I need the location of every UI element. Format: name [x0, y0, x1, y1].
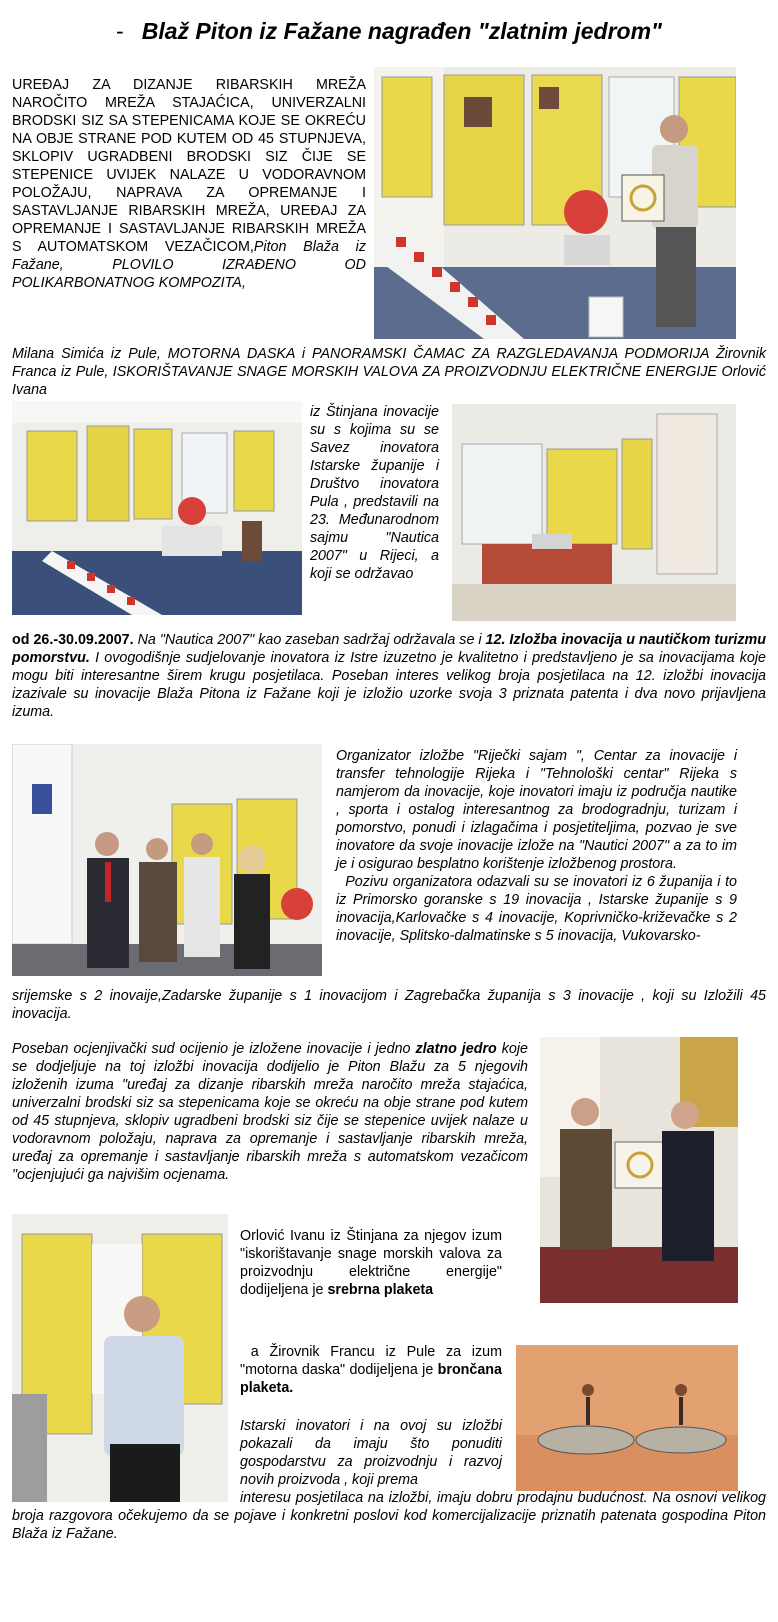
- paragraph-counties: srijemske s 2 inovaije,Zadarske županije s 1 inovacijom i Zagrebačka županija s 3 inovacije , koji su Izložili 45 inovacija.: [12, 988, 766, 1022]
- photo-award-handover: [540, 1037, 738, 1303]
- photo-visitors: [12, 744, 322, 976]
- page-title: [0, 18, 778, 45]
- paragraph-nautica: od 26.-30.09.2007. Na "Nautica 2007" kao zaseban sadržaj održavala se i 12. Izložba inovacija u nautičkom turizmu pomorstvu. I ovogodišnje sudjelovanje inovatora iz Istre izuzetno je kvalitetno i predstavljeno je sa inovacijama koje mogu biti interesantne širem krugu posjetilaca. Poseban interes velikog broja posjetilaca na 12. izložbi inovacija izazivale su inovacije Blaža Pitona iz Fažane koji je izložio uzorke svoja 3 priznata patenta i dva novo prijavljena izuma.: [12, 632, 767, 720]
- photo-booth-overview: [12, 401, 302, 615]
- photo-inventor-portrait: [12, 1214, 228, 1502]
- paragraph-bronze-plaque: a Žirovnik Francu iz Pule za izum "motorna daska" dodijeljena je brončana plaketa.: [240, 1344, 502, 1396]
- paragraph-silver-plaque: Orlović Ivanu iz Štinjana za njegov izum "iskorištavanje snage morskih valova za proizvodnju električne energije" dodijeljena je srebrna plaketa: [240, 1228, 502, 1298]
- paragraph-conclusion: Istarski inovatori i na ovoj su izložbi pokazali da imaju što ponuditi gospodarstvu za proizvodnju i razvoj novih proizvoda , koji prema: [240, 1418, 502, 1488]
- photo-booth-panels: [452, 404, 736, 621]
- paragraph-golden-sail: Poseban ocjenjivački sud ocijenio je izložene inovacije i jedno zlatno jedro koje se dodjeljuje na toj izložbi inovacija dodijelio je Piton Blažu za 5 njegovih izloženih izuma "uređaj za dizanje ribarskih mreža naročito mreža stajaćica, univerzalni brodski siz sa stepenicama koje se okreću na obje strane pod kutem od 45 stupnjeva, sklopiv ugradbeni brodski siz čije se stepenice uvijek nalaze u vodoravnom položaju, naprava za opremanje i sastavljanje ribarskih mreža, uređaj za opremanje i sastavljanje ribarskih mreža s automatskom vezačicom "ocjenjujući ga najvišim ocjenama.: [12, 1041, 528, 1183]
- paragraph-conclusion-end: interesu posjetilaca na izložbi, imaju dobru prodajnu budućnost. Na osnovi velikog broja razgovora očekujemo da se pojave i konkretni poslovi kod komercijalizacije priznatih patenata gospodina Piton Blaža iz Fažane.: [12, 1490, 766, 1542]
- title-text: Blaž Piton iz Fažane nagrađen "zlatnim jedrom": [141, 18, 662, 44]
- title-dash: -: [116, 18, 124, 44]
- intro-middle-column: iz Štinjana inovacije su s kojima su se Savez inovatora Istarske županije i Društvo inovatora Pula , predstavili na 23. Međunarodnom sajmu "Nautica 2007" u Rijeci, a koji se održavao: [310, 404, 439, 582]
- intro-continuation: Milana Simića iz Pule, MOTORNA DASKA i PANORAMSKI ČAMAC ZA RAZGLEDAVANJA PODMORIJA Žirovnik Franca iz Pule, ISKORIŠTAVANJE SNAGE MORSKIH VALOVA ZA PROIZVODNJU ELEKTRIČNE ENERGIJE Orlović Ivana: [12, 346, 766, 398]
- photo-motorboard-sketch: [516, 1345, 738, 1491]
- intro-caps-text: UREĐAJ ZA DIZANJE RIBARSKIH MREŽA NAROČITO MREŽA STAJAĆICA, UNIVERZALNI BRODSKI SIZ SA STEPENICAMA KOJE SE OKREĆU NA OBJE STRANE POD KUTEM OD 45 STUPNJEVA, SKLOPIV UGRADBENI BRODSKI SIZ ČIJE SE STEPENICE UVIJEK NALAZE U VODORAVNOM POLOŽAJU, NAPRAVA ZA OPREMANJE I SASTAVLJANJE RIBARSKIH MREŽA, UREĐAJ ZA OPREMANJE I SASTAVLJANJE RIBARSKIH MREŽA S AUTOMATSKOM VEZAČICOM,Piton Blaža iz Fažane, PLOVILO IZRAĐENO OD POLIKARBONATNOG KOMPOZITA,: [12, 77, 366, 291]
- paragraph-organizer: Organizator izložbe "Riječki sajam ", Centar za inovacije i transfer tehnologije Rijeka i "Tehnološki centar" Rijeka s namjerom da inovacije, koje inovatori imaju iz područja nautike , sporta i ostalog interesantnog za brodogradnju, turizam i pomorstvo, ponudi i izlagačima i posjetiteljima, pozvao je sve inovatore da svoje inovacije izlože na "Nautici 2007" a za to im je i osigurao besplatno korištenje izložbenog prostora. Pozivu organizatora odazvali su se inovatori iz 6 županija i to iz Primorsko goranske s 19 inovacija , Istarske županije s 9 inovacija,Karlovačke s 4 inovacije, Koprivničko-križevačke s 2 inovacije, Splitsko-dalmatinske s 5 inovacija, Vukovarsko-: [336, 748, 737, 944]
- photo-booth-award: [374, 67, 736, 339]
